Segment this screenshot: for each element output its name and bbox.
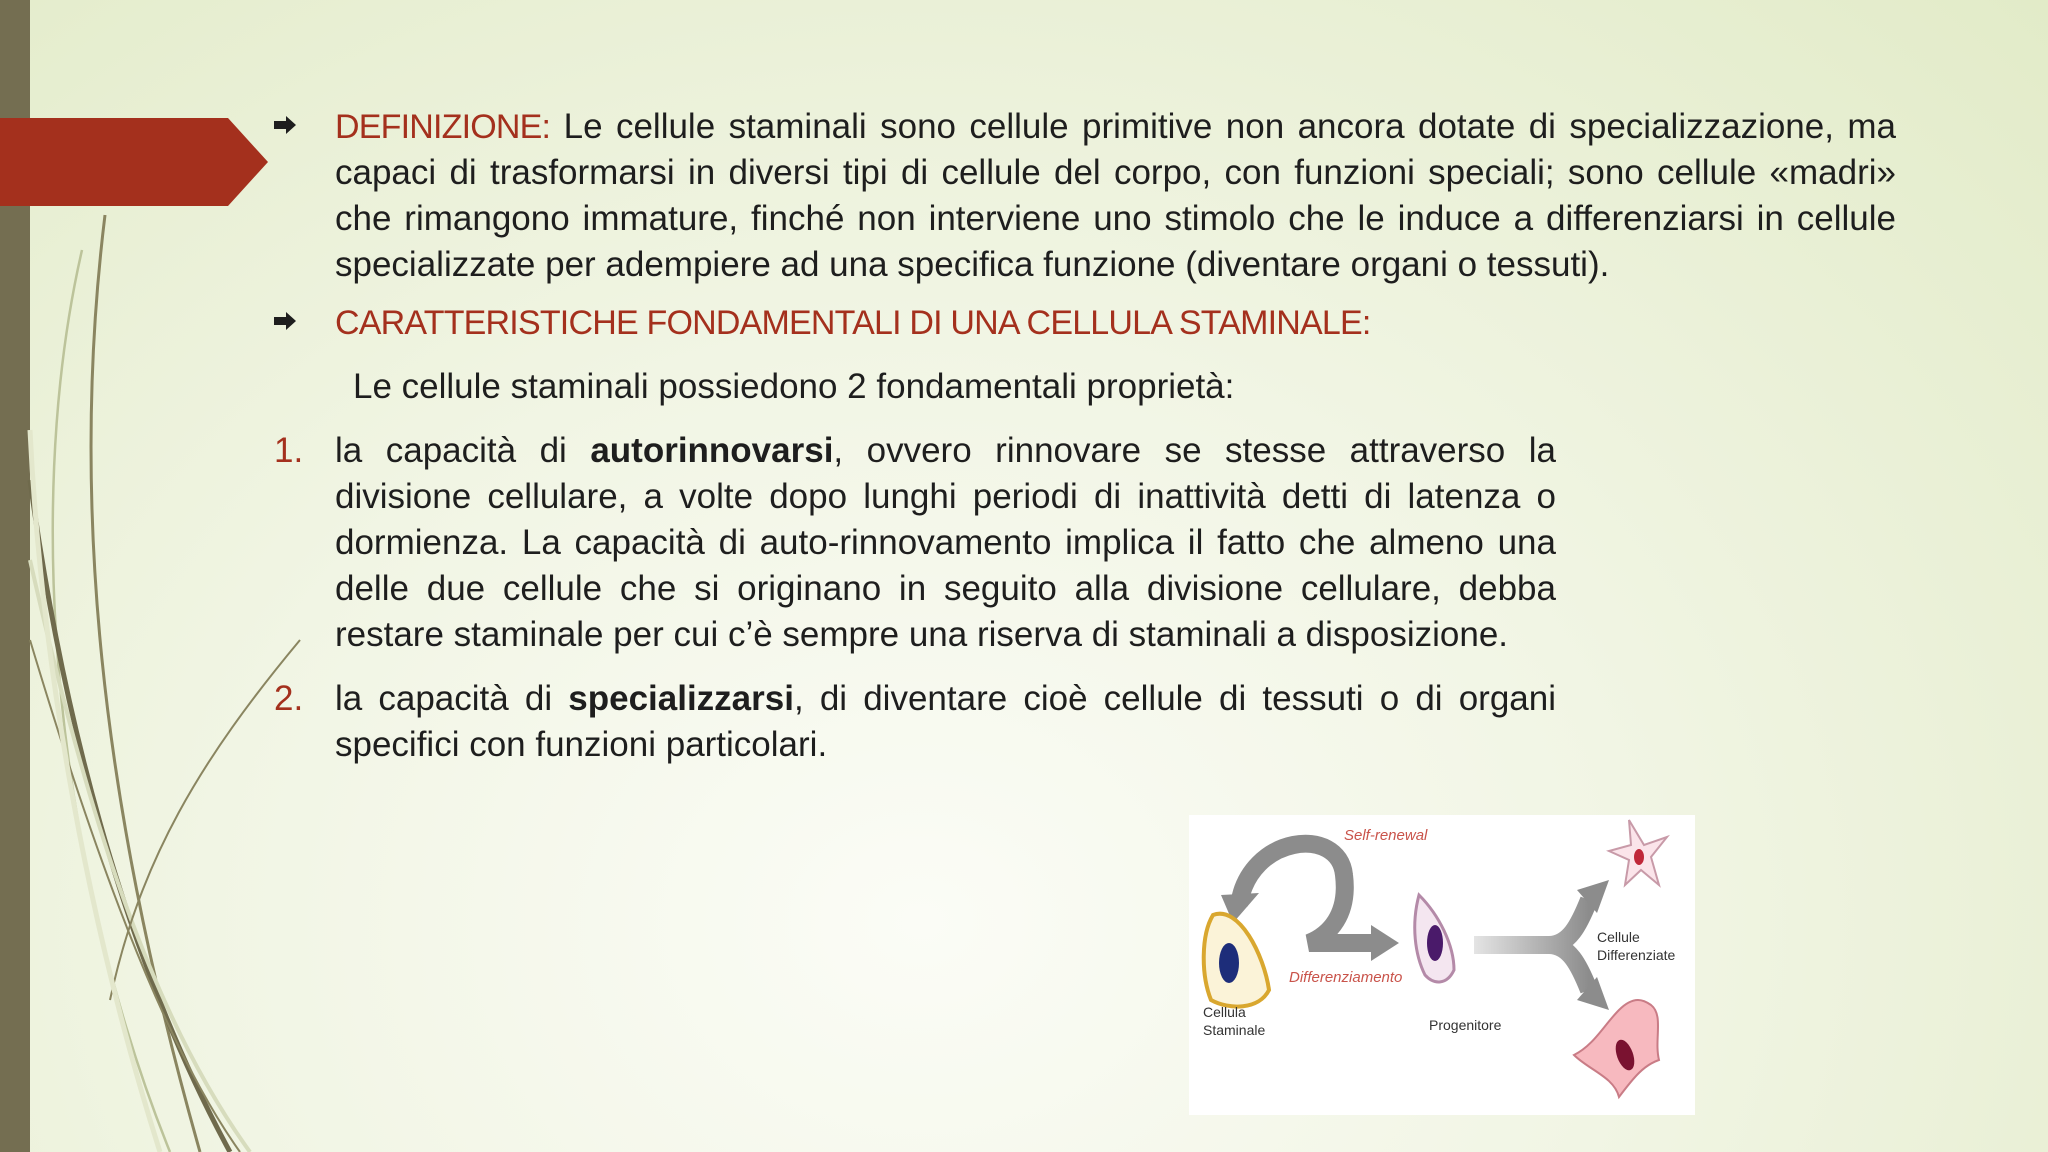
self-renewal-label: Self-renewal: [1344, 827, 1428, 844]
arrow-bullet-icon: [270, 104, 300, 150]
differentiated-label-line2: Differenziate: [1597, 947, 1676, 963]
list-text: , di diventare cioè cellule di tessuti o di organi specifici con funzioni particolari.: [335, 679, 1556, 764]
list-item: [270, 428, 1556, 658]
characteristics-heading-text: CARATTERISTICHE FONDAMENTALI DI UNA CELLULA STAMINALE:: [335, 304, 1371, 342]
characteristics-heading: [270, 300, 1896, 346]
differentiation-label: Differenziamento: [1289, 969, 1403, 986]
list-keyword: specializzarsi: [568, 679, 794, 718]
list-item: [270, 676, 1556, 768]
differentiated-label-line1: Cellule: [1597, 929, 1640, 945]
properties-intro: Le cellule staminali possiedono 2 fondamentali proprietà:: [353, 367, 1235, 406]
progenitor-label: Progenitore: [1429, 1017, 1502, 1033]
stem-cell-diagram: [1189, 815, 1695, 1115]
differentiation-arrowhead: [1371, 925, 1399, 961]
list-number: 1.: [274, 431, 304, 470]
list-text: la capacità di: [335, 431, 591, 470]
slide-content: [270, 104, 1896, 768]
list-text: la capacità di: [335, 679, 569, 718]
self-renewal-arrow: [1239, 844, 1374, 943]
stem-cell-label-line2: Staminale: [1203, 1022, 1266, 1038]
stem-cell-icon: [1204, 914, 1269, 1007]
definition-label: DEFINIZIONE:: [335, 108, 551, 146]
stem-cell-label-line1: Cellula: [1203, 1004, 1246, 1020]
definition-text: Le cellule staminali sono cellule primitive non ancora dotate di specializzazione, ma capaci di trasformarsi in diversi tipi di cellule del corpo, con funzioni speciali; sono cellule «madri» che rimangono immature, finché non interviene uno stimolo che le induce a differenziarsi in cellule specializzate per adempiere ad una specifica funzione (diventare organi o tessuti).: [335, 107, 1896, 284]
fork-arrow: [1474, 900, 1589, 990]
progenitor-cell-icon: [1415, 895, 1454, 982]
list-keyword: autorinnovarsi: [590, 431, 834, 470]
list-number: 2.: [274, 679, 304, 718]
accent-arrow: [0, 118, 270, 206]
list-text: , ovvero rinnovare se stesse attraverso la divisione cellulare, a volte dopo lunghi periodi di inattività detti di latenza o dormienza. La capacità di auto-rinnovamento implica il fatto che almeno una delle due cellule che si originano in seguito alla divisione cellulare, debba restare staminale per cui c’è sempre una riserva di staminali a disposizione.: [335, 431, 1556, 654]
definition-paragraph: [270, 104, 1896, 288]
differentiated-cell-bottom-icon: [1574, 1000, 1659, 1097]
differentiated-cell-top-icon: [1609, 820, 1667, 885]
properties-list: [270, 428, 1556, 768]
arrow-bullet-icon: [270, 300, 300, 346]
